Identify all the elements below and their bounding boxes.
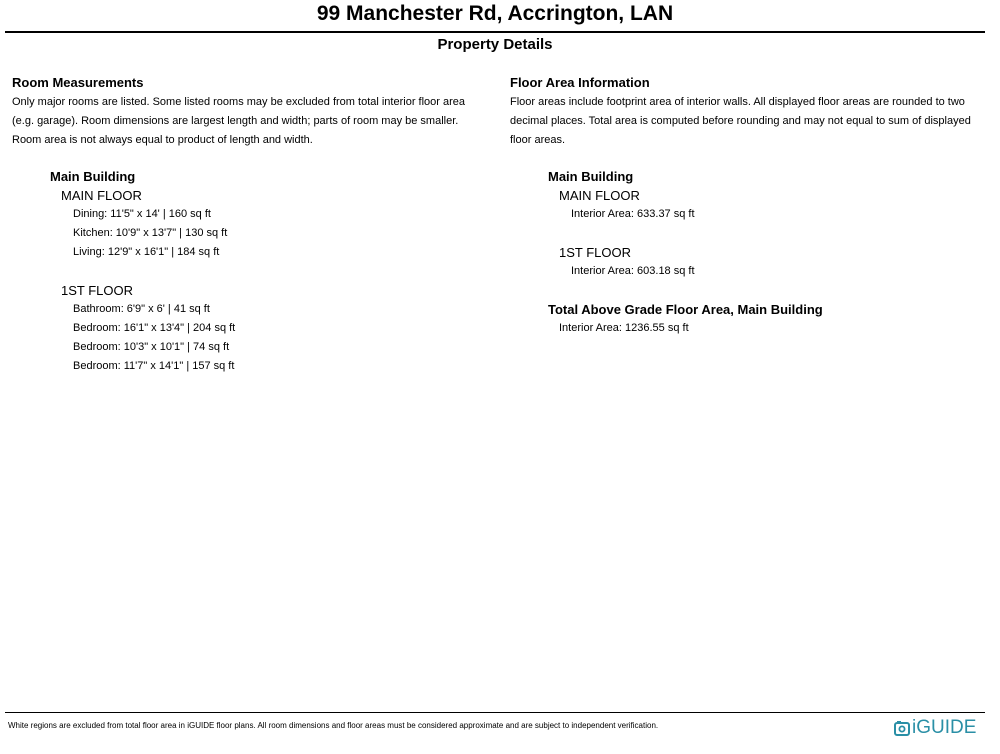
floor-area-heading: Floor Area Information bbox=[510, 75, 650, 90]
area-floor-label: MAIN FLOOR bbox=[559, 188, 640, 203]
area-building-heading: Main Building bbox=[548, 169, 634, 184]
title-divider bbox=[5, 31, 985, 33]
iguide-logo-text: iGUIDE bbox=[912, 717, 977, 738]
floor-area-section bbox=[510, 74, 990, 338]
spacer bbox=[510, 281, 990, 300]
room-measurements-section bbox=[12, 74, 492, 376]
room-entry: Bathroom: 6'9" x 6' | 41 sq ft bbox=[73, 303, 210, 315]
room-entry: Bedroom: 10'3" x 10'1" | 74 sq ft bbox=[73, 341, 230, 353]
area-entry: Interior Area: 633.37 sq ft bbox=[571, 208, 695, 220]
iguide-logo-icon bbox=[894, 720, 910, 736]
room-building-heading: Main Building bbox=[50, 169, 136, 184]
spacer bbox=[510, 224, 990, 243]
room-entry: Living: 12'9" x 16'1" | 184 sq ft bbox=[73, 246, 220, 258]
area-floor-label: 1ST FLOOR bbox=[559, 245, 632, 260]
room-entry: Kitchen: 10'9" x 13'7" | 130 sq ft bbox=[73, 227, 228, 239]
floor-area-intro: Floor areas include footprint area of interior walls. All displayed floor areas are rounded to two decimal places. Total area is computed before rounding and may not equal to sum of displayed floor areas. bbox=[510, 96, 971, 146]
room-entry: Bedroom: 11'7" x 14'1" | 157 sq ft bbox=[73, 360, 235, 372]
iguide-logo bbox=[894, 717, 976, 739]
total-area-heading: Total Above Grade Floor Area, Main Building bbox=[548, 302, 823, 317]
footer-divider bbox=[5, 712, 985, 713]
page-title: 99 Manchester Rd, Accrington, LAN bbox=[316, 2, 674, 25]
room-floor-label: MAIN FLOOR bbox=[61, 188, 142, 203]
room-entry: Bedroom: 16'1" x 13'4" | 204 sq ft bbox=[73, 322, 236, 334]
spacer bbox=[12, 262, 492, 281]
room-measurements-heading: Room Measurements bbox=[12, 75, 144, 90]
total-area-entry: Interior Area: 1236.55 sq ft bbox=[559, 322, 689, 334]
room-measurements-intro: Only major rooms are listed. Some listed rooms may be excluded from total interior floor area (e.g. garage). Room dimensions are largest length and width; parts of room may be smaller. Room area is not always equal to product of length and width. bbox=[12, 96, 466, 146]
room-entry: Dining: 11'5" x 14' | 160 sq ft bbox=[73, 208, 211, 220]
footer-disclaimer: White regions are excluded from total floor area in iGUIDE floor plans. All room dimensions and floor areas must be considered approximate and are subject to independent verification. bbox=[8, 721, 659, 730]
room-floor-label: 1ST FLOOR bbox=[61, 283, 134, 298]
area-entry: Interior Area: 603.18 sq ft bbox=[571, 265, 695, 277]
page-subtitle: Property Details bbox=[437, 36, 553, 53]
